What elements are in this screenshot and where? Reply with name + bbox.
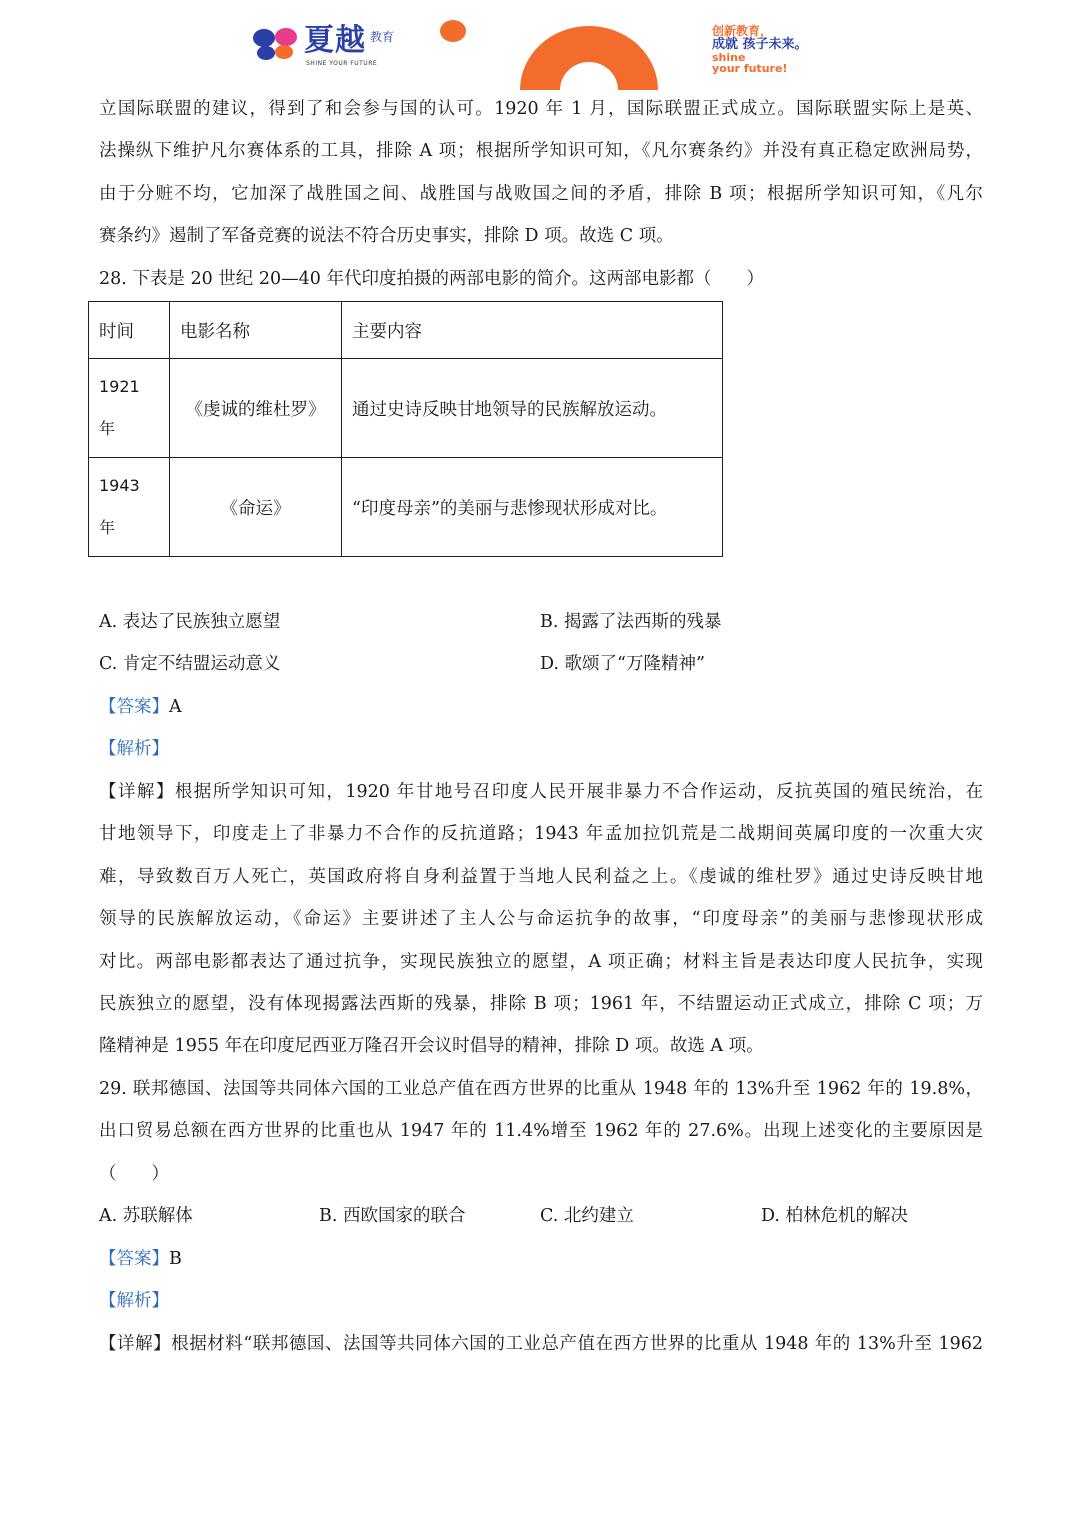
detail-line: 对比。两部电影都表达了通过抗争，实现民族独立的愿望，A 项正确；材料主旨是表达印度人民抗争，实现 — [99, 951, 983, 972]
detail-text: 根据所学知识可知，1920 年甘地号召印度人民开展非暴力不合作运动，反抗英国的殖民统治，在 — [174, 782, 983, 802]
answer-value: B — [169, 1249, 182, 1269]
analysis-tag: 【解析】 — [99, 739, 169, 759]
brand-sub: 教育 — [370, 30, 395, 44]
table-header-cell: 电影名称 — [170, 302, 342, 359]
orange-dot-icon — [440, 20, 466, 42]
page-header — [0, 0, 1080, 90]
q28-answer — [99, 686, 182, 728]
year-unit: 年 — [99, 518, 116, 537]
orange-arch-icon — [520, 26, 658, 90]
q28-stem: 28. 下表是 20 世纪 20—40 年代印度拍摄的两部电影的简介。这两部电影都（ ） — [99, 268, 764, 289]
table-cell-film: 《命运》 — [170, 458, 342, 557]
detail-line — [99, 1323, 983, 1365]
tagline-line-2: 成就 孩子未来。 — [712, 37, 808, 52]
q29-option-a: A. 苏联解体 — [99, 1206, 193, 1226]
film-table — [88, 301, 723, 557]
detail-tag: 【详解】 — [99, 782, 175, 802]
table-cell-year — [89, 458, 170, 557]
year-unit: 年 — [99, 419, 116, 438]
detail-line: 隆精神是 1955 年在印度尼西亚万隆召开会议时倡导的精神，排除 D 项。故选 A 项。 — [99, 1036, 764, 1057]
q28-analysis — [99, 728, 169, 770]
q29-stem-line: 出口贸易总额在西方世界的比重也从 1947 年的 11.4%增至 1962 年的 27.6%。出现上述变化的主要原因是 — [99, 1121, 983, 1142]
detail-tag: 【详解】 — [99, 1334, 172, 1354]
tagline-line-4: your future! — [712, 62, 788, 75]
q29-option-b: B. 西欧国家的联合 — [319, 1206, 466, 1226]
q29-option-d: D. 柏林危机的解决 — [761, 1206, 909, 1226]
q29-stem — [99, 1068, 983, 1195]
detail-line: 难，导致数百万人死亡，英国政府将自身利益置于当地人民利益之上。《虔诚的维杜罗》通过史诗反映甘地 — [99, 866, 983, 887]
detail-line — [99, 771, 983, 813]
table-cell-content: 通过史诗反映甘地领导的民族解放运动。 — [342, 359, 723, 458]
table-cell-film: 《虔诚的维杜罗》 — [170, 359, 342, 458]
table-header-cell: 时间 — [89, 302, 170, 359]
answer-tag: 【答案】 — [99, 697, 169, 717]
q28-option-b: B. 揭露了法西斯的残暴 — [540, 612, 722, 632]
table-header-cell: 主要内容 — [342, 302, 723, 359]
q28-detail — [99, 771, 983, 1068]
butterfly-logo-icon — [252, 26, 298, 62]
intro-paragraph — [99, 88, 983, 300]
intro-line: 法操纵下维护凡尔赛体系的工具，排除 A 项；根据所学知识可知，《凡尔赛条约》并没有真正稳定欧洲局势， — [99, 141, 983, 162]
detail-line: 甘地领导下，印度走上了非暴力不合作的反抗道路；1943 年孟加拉饥荒是二战期间英属印度的一次重大灾 — [99, 824, 983, 845]
analysis-tag: 【解析】 — [99, 1291, 169, 1311]
q29-stem-line: （ ） — [99, 1163, 169, 1184]
q29-detail — [99, 1323, 983, 1365]
q29-stem-line: 29. 联邦德国、法国等共同体六国的工业总产值在西方世界的比重从 1948 年的 13%升至 1962 年的 19.8%， — [99, 1079, 983, 1099]
brand-slogan: SHINE YOUR FUTURE — [306, 60, 378, 67]
detail-line: 领导的民族解放运动，《命运》主要讲述了主人公与命运抗争的故事，“印度母亲”的美丽与悲惨现状形成 — [99, 909, 983, 930]
q28-option-d: D. 歌颂了“万隆精神” — [540, 654, 705, 674]
tagline-line-1: 创新教育， — [712, 24, 773, 38]
intro-line: 赛条约》遏制了军备竞赛的说法不符合历史事实，排除 D 项。故选 C 项。 — [99, 226, 674, 247]
answer-tag: 【答案】 — [99, 1249, 169, 1269]
table-cell-year — [89, 359, 170, 458]
q29-analysis — [99, 1280, 169, 1322]
table-cell-content: “印度母亲”的美丽与悲惨现状形成对比。 — [342, 458, 723, 557]
q28-option-a: A. 表达了民族独立愿望 — [99, 612, 281, 632]
q29-answer — [99, 1238, 182, 1280]
brand-name: 夏越 — [304, 23, 366, 58]
q29-option-c: C. 北约建立 — [540, 1206, 634, 1226]
intro-line: 由于分赃不均，它加深了战胜国之间、战胜国与战败国之间的矛盾，排除 B 项；根据所学知识可知，《凡尔 — [99, 183, 983, 204]
year-value: 1943 — [99, 476, 140, 495]
answer-value: A — [169, 697, 182, 717]
q28-option-c: C. 肯定不结盟运动意义 — [99, 654, 281, 674]
table-header-row — [89, 302, 723, 359]
table-row — [89, 359, 723, 458]
detail-text: 根据材料“联邦德国、法国等共同体六国的工业总产值在西方世界的比重从 1948 年的 13%升至 1962 — [171, 1334, 984, 1354]
tagline — [712, 24, 808, 74]
year-value: 1921 — [99, 377, 140, 396]
tagline-line-3: shine — [712, 51, 746, 64]
intro-line: 立国际联盟的建议，得到了和会参与国的认可。1920 年 1 月，国际联盟正式成立。国际联盟实际上是英、 — [99, 99, 983, 119]
table-row — [89, 458, 723, 557]
detail-line: 民族独立的愿望，没有体现揭露法西斯的残暴，排除 B 项；1961 年，不结盟运动正式成立，排除 C 项；万 — [99, 994, 983, 1015]
